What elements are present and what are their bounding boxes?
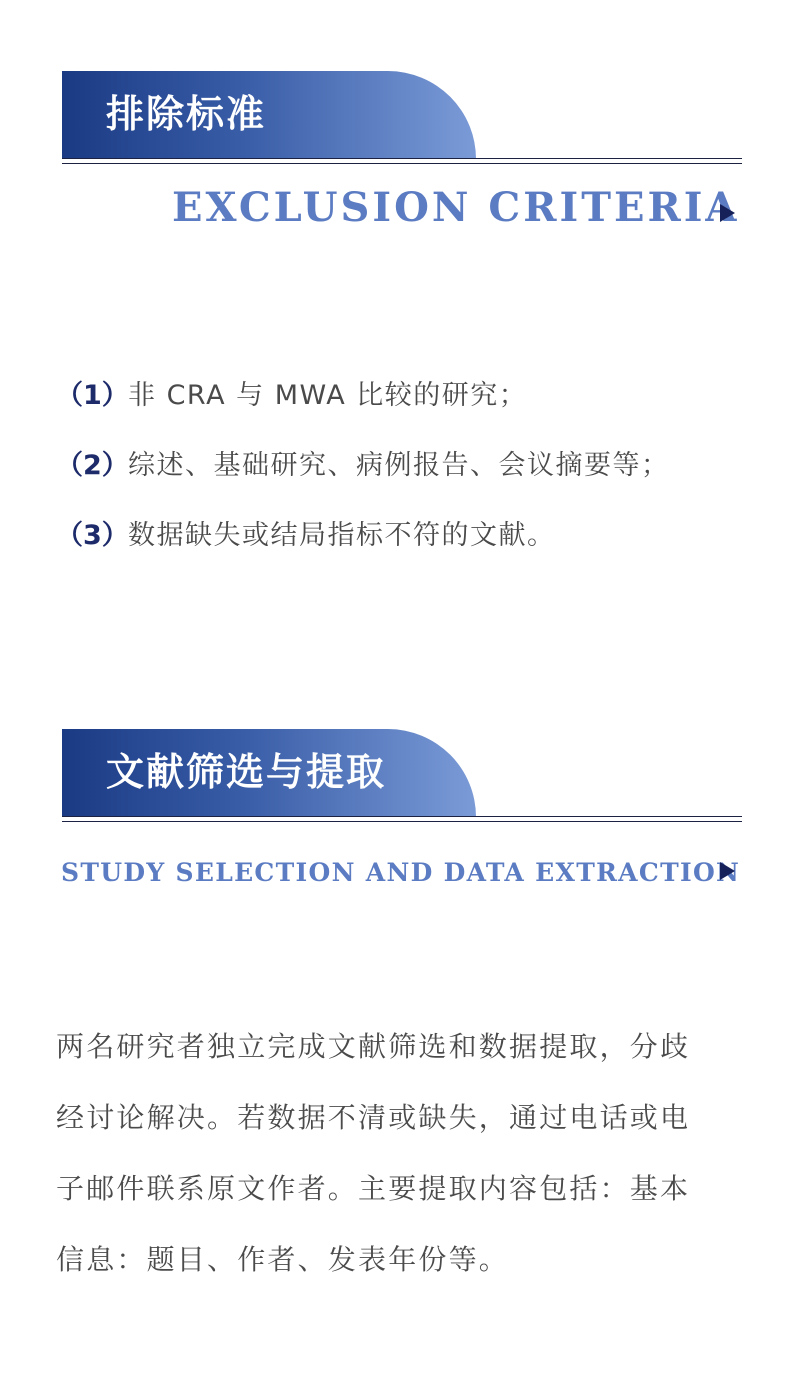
list-item-text: 数据缺失或结局指标不符的文献。: [128, 520, 556, 551]
list-item-text: 非 CRA 与 MWA 比较的研究；: [128, 380, 528, 411]
section-title: 文献筛选与提取: [106, 749, 387, 794]
list-item-text: 综述、基础研究、病例报告、会议摘要等；: [128, 450, 670, 481]
triangle-right-icon: [720, 862, 735, 880]
list-item-number: （1）: [56, 380, 129, 411]
header-divider-bottom: [62, 163, 742, 164]
header-divider-top: [62, 158, 742, 159]
list-item-number: （3）: [56, 520, 129, 551]
list-item: [56, 446, 756, 486]
section-header-banner: [62, 71, 476, 159]
section-title: 排除标准: [106, 91, 267, 136]
header-divider-bottom: [62, 821, 742, 822]
section-header-banner: [62, 729, 476, 817]
list-item: [56, 376, 756, 416]
body-paragraph: [56, 1011, 746, 1295]
list-item-number: （2）: [56, 450, 129, 481]
list-item: [56, 516, 756, 556]
paragraph-line: 经讨论解决。若数据不清或缺失，通过电话或电: [56, 1101, 691, 1134]
paragraph-line: 两名研究者独立完成文献筛选和数据提取，分歧: [56, 1030, 691, 1063]
triangle-right-icon: [720, 204, 735, 222]
paragraph-line: 子邮件联系原文作者。主要提取内容包括：基本: [56, 1172, 691, 1205]
paragraph-line: 信息：题目、作者、发表年份等。: [56, 1243, 510, 1276]
section-subtitle: STUDY SELECTION AND DATA EXTRACTION: [61, 858, 741, 887]
header-divider-top: [62, 816, 742, 817]
section-subtitle: EXCLUSION CRITERIA: [172, 184, 740, 231]
